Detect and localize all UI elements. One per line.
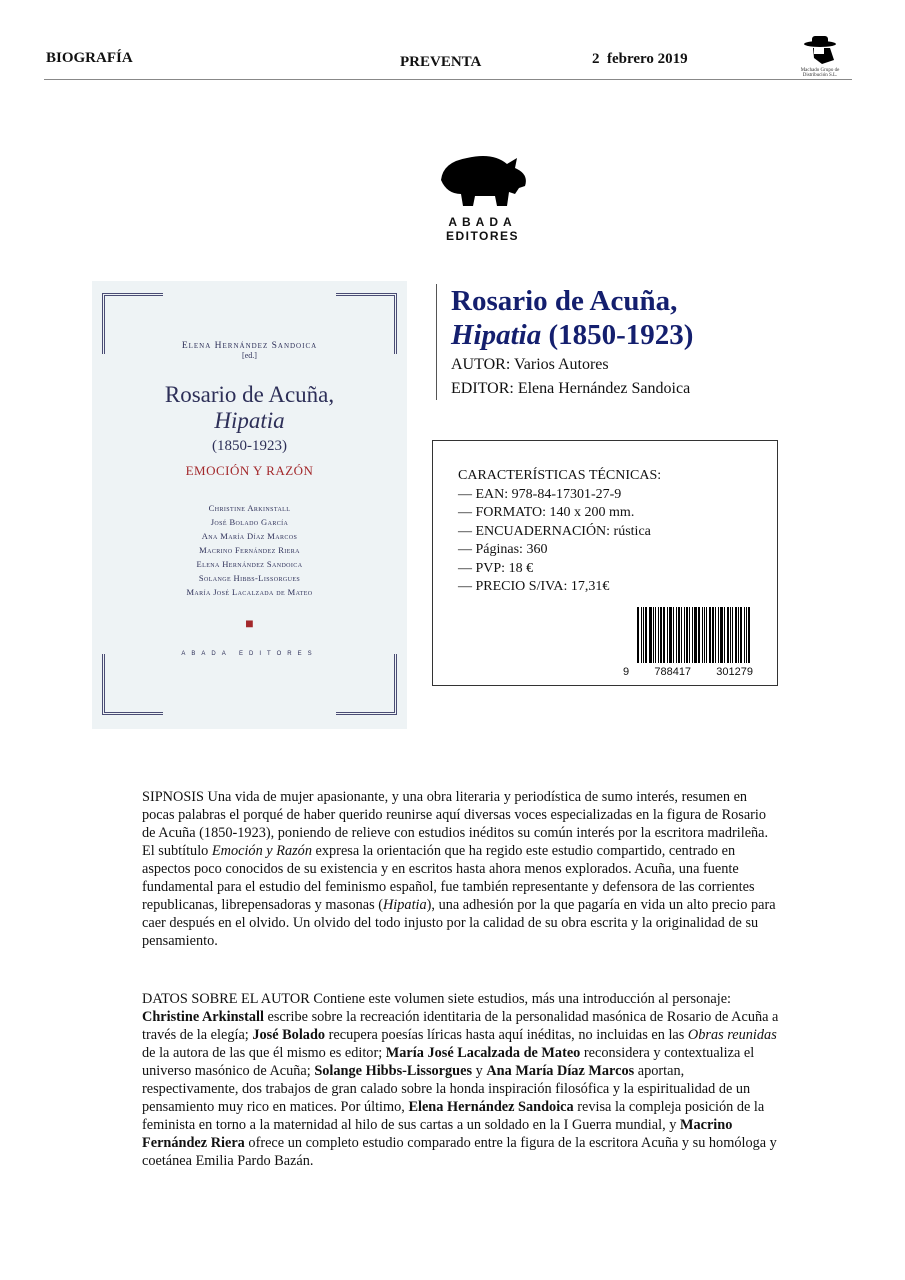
cover-editor-note: [ed.] [242, 351, 257, 360]
author-name: Christine Arkinstall [142, 1009, 264, 1025]
text-segment: de la autora de las que él mismo es editor; [142, 1045, 386, 1061]
barcode-bar [663, 607, 665, 663]
corner-ornament [336, 654, 397, 715]
author-name: Macrino Fernández Riera [142, 1117, 733, 1151]
book-author: AUTOR: Varios Autores [451, 356, 609, 373]
barcode-bar [660, 607, 662, 663]
barcode [623, 607, 753, 682]
barcode-bar [712, 607, 714, 663]
cover-author: Christine Arkinstall [208, 503, 291, 513]
barcode-bar [637, 607, 639, 663]
barcode-bar [681, 607, 682, 663]
spec-item: — EAN: 978-84-17301-27-9 [458, 486, 622, 502]
book-editor: EDITOR: Elena Hernández Sandoica [451, 380, 691, 397]
text-segment: escribe sobre la recreación identitaria de la personalidad masónica de Rosario de Acuña a través de la elegía; [142, 1009, 779, 1043]
barcode-bar [720, 607, 723, 663]
about-author-paragraph [142, 990, 780, 1170]
book-title-line1: Rosario de Acuña, [451, 285, 678, 317]
barcode-bar [645, 607, 647, 663]
author-name: Solange Hibbs-Lissorgues [314, 1063, 473, 1079]
cover-subtitle: EMOCIÓN Y RAZÓN [185, 463, 314, 478]
barcode-bar [686, 607, 688, 663]
cover-title: Rosario de Acuña, [164, 382, 335, 407]
barcode-bar [653, 607, 654, 663]
barcode-bar [715, 607, 716, 663]
barcode-bar [667, 607, 668, 663]
text-segment: SIPNOSIS Una vida de mujer apasionante, y una obra literaria y periodística de sumo interés, resumen en pocas palabras el porqué de haber querido reunirse aquí diversas voces especializadas en la figura de Rosario de Acuña (1850-1923), poniendo de relieve con estudios inéditos su común interés por la escritora madrileña. [142, 789, 769, 841]
barcode-bar [694, 607, 697, 663]
barcode-bar [678, 607, 680, 663]
barcode-bar [641, 607, 642, 663]
rhino-icon: ■ [245, 617, 254, 632]
rhino-icon [433, 150, 533, 208]
author-name: Elena Hernández Sandoica [408, 1099, 574, 1115]
distributor-name: Machado Grupo de Distribución S.L. [800, 68, 840, 78]
text-segment: DATOS SOBRE EL AUTOR Contiene este volumen siete estudios, más una introducción al personaje: [142, 991, 732, 1007]
barcode-bar [727, 607, 729, 663]
status-label: PREVENTA [400, 54, 482, 70]
barcode-bar [655, 607, 656, 663]
header-divider [44, 79, 852, 80]
barcode-bar [746, 607, 747, 663]
spec-item: — PVP: 18 € [458, 560, 534, 576]
date-label: 2 febrero 2019 [592, 51, 688, 67]
text-segment: expresa la orientación que ha regido este estudio compartido, centrado en aspectos poco conocidos de su existencia y en escritos hasta ahora menos explorados. Acuña, una fuente fundamental para el estudio del feminismo español, fue también representante y defensora de las corrientes republicanas, librepensadoras y masonas ( [142, 843, 755, 913]
barcode-bar [669, 607, 672, 663]
spec-item: — Páginas: 360 [458, 542, 548, 557]
text-segment: recupera poesías líricas hasta aquí inéditas, no incluidas en las [325, 1027, 688, 1043]
author-name: Ana María Díaz Marcos [486, 1063, 635, 1079]
barcode-bar [709, 607, 711, 663]
text-segment: ), una adhesión por la que pagaría en vida un alto precio para caer después en el olvido. Un olvido del todo injusto por la calidad de su obra escrita y la originalidad de su pensamiento. [142, 897, 776, 949]
spec-item: — PRECIO S/IVA: 17,31€ [458, 579, 610, 594]
barcode-bar [706, 607, 707, 663]
author-name: María José Lacalzada de Mateo [385, 1045, 581, 1061]
specs-heading: CARACTERÍSTICAS TÉCNICAS: [458, 468, 662, 483]
spec-item: — ENCUADERNACIÓN: rústica [458, 523, 651, 539]
cover-author: Elena Hernández Sandoica [196, 559, 303, 569]
barcode-bar [658, 607, 659, 663]
barcode-bar [744, 607, 745, 663]
book-cover [92, 281, 407, 729]
barcode-bar [692, 607, 693, 663]
cover-publisher: ABADA EDITORES [181, 651, 318, 657]
corner-ornament [336, 293, 397, 354]
book-title [451, 284, 693, 352]
barcode-bar [643, 607, 644, 663]
barcode-bar [704, 607, 705, 663]
barcode-bar [724, 607, 725, 663]
cover-title-italic: Hipatia [214, 408, 285, 433]
text-segment: Obras reunidas [687, 1027, 777, 1043]
spec-item: — FORMATO: 140 x 200 mm. [458, 505, 635, 520]
barcode-bar [718, 607, 719, 663]
barcode-bar [689, 607, 690, 663]
text-segment: Emoción y Razón [211, 843, 312, 859]
corner-ornament [102, 293, 163, 354]
barcode-digit: 9 [623, 666, 630, 678]
text-segment: aportan, respectivamente, dos trabajos de gran calado sobre la honda inspiración filosófica y la espiritualidad de un pensamiento muy rico en matices. Por último, [142, 1063, 751, 1115]
barcode-bar [735, 607, 737, 663]
category-label: BIOGRAFÍA [46, 50, 133, 66]
text-segment: ofrece un completo estudio comparado entre la figura de la escritora Acuña y su homóloga y coetánea Emilia Pardo Bazán. [142, 1135, 777, 1169]
text-segment: y [472, 1063, 487, 1079]
barcode-bar [673, 607, 674, 663]
specs-list [458, 486, 777, 597]
cover-author: María José Lacalzada de Mateo [186, 587, 313, 597]
barcode-bar [748, 607, 750, 663]
cover-authors [92, 501, 407, 599]
technical-specs-box [432, 440, 778, 686]
synopsis-paragraph [142, 788, 780, 950]
cover-author: Ana María Díaz Marcos [201, 531, 298, 541]
cover-years: (1850-1923) [212, 438, 287, 454]
barcode-bar [649, 607, 652, 663]
cover-author: Solange Hibbs-Lissorgues [198, 573, 301, 583]
corner-ornament [102, 654, 163, 715]
publisher-logo [420, 150, 545, 243]
barcode-digit: 301279 [716, 666, 753, 678]
text-segment: revisa la compleja posición de la feminista en torno a la maternidad al hilo de sus cartas a un soldado en la I Guerra mundial, y [142, 1099, 765, 1133]
author-name: José Bolado [252, 1027, 326, 1043]
barcode-bar [738, 607, 739, 663]
publisher-name-bold: ABADA [448, 215, 517, 229]
cover-editor: Elena Hernández Sandoica [181, 341, 318, 351]
book-title-italic: Hipatia [451, 319, 542, 351]
distributor-logo [788, 34, 852, 78]
barcode-bar [730, 607, 731, 663]
barcode-bar [732, 607, 733, 663]
text-segment: El subtítulo [142, 843, 212, 859]
publisher-name-rest: EDITORES [445, 229, 520, 243]
text-segment: reconsidera y contextualiza el universo masónico de Acuña; [142, 1045, 755, 1079]
text-segment: Hipatia [382, 897, 427, 913]
cover-author: Macrino Fernández Riera [199, 545, 300, 555]
book-title-years: (1850-1923) [541, 319, 694, 351]
barcode-bar [676, 607, 677, 663]
barcode-digit: 788417 [654, 666, 692, 678]
hat-man-icon [800, 34, 840, 66]
barcode-bar [702, 607, 703, 663]
barcode-bars [637, 607, 753, 663]
barcode-bar [740, 607, 742, 663]
cover-author: José Bolado García [210, 517, 289, 527]
barcode-bar [698, 607, 700, 663]
book-title-block [436, 284, 693, 400]
barcode-bar [684, 607, 685, 663]
